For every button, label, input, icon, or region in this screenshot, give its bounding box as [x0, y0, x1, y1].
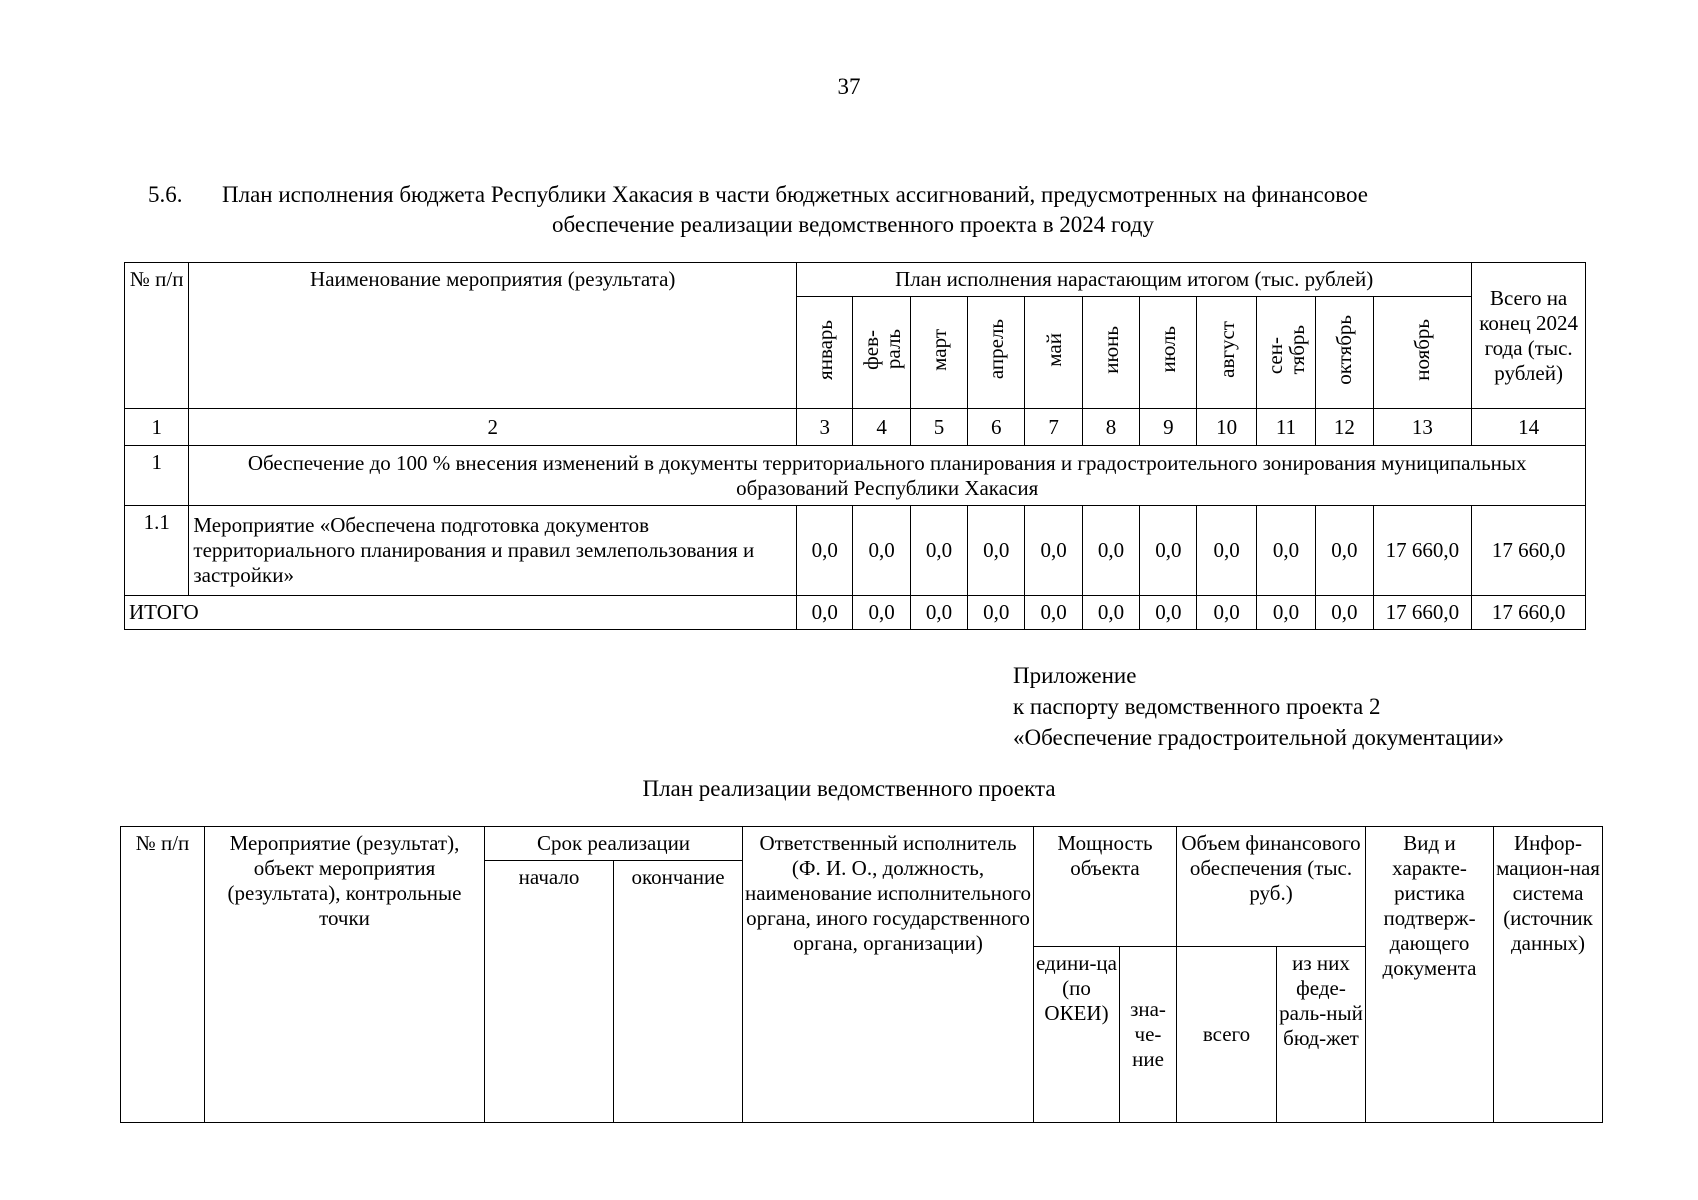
month-label: раль	[880, 329, 905, 370]
col-number: 8	[1082, 409, 1139, 446]
month-label: август	[1214, 321, 1239, 378]
month-label: январь	[812, 319, 837, 380]
row-value: 0,0	[1256, 506, 1315, 596]
month-mar	[910, 297, 967, 409]
section-title	[148, 180, 1558, 240]
appendix-line3: «Обеспечение градостроительной документации»	[1013, 725, 1504, 750]
page-number: 37	[837, 74, 861, 99]
month-label: апрель	[984, 319, 1009, 380]
month-jan	[797, 297, 853, 409]
plan-header-federal: из них феде-раль-ный бюд-жет	[1277, 947, 1366, 1123]
col-number: 2	[189, 409, 797, 446]
row-value: 0,0	[1197, 506, 1256, 596]
total-value: 0,0	[797, 596, 853, 630]
total-value: 0,0	[1025, 596, 1082, 630]
month-nov	[1373, 297, 1472, 409]
month-label: тябрь	[1285, 324, 1310, 375]
row-value: 0,0	[968, 506, 1025, 596]
plan-header-total: всего	[1177, 947, 1277, 1123]
month-label: ноябрь	[1410, 318, 1435, 381]
plan-header-start: начало	[485, 861, 614, 1123]
total-value: 0,0	[1256, 596, 1315, 630]
plan-header-num: № п/п	[121, 827, 205, 1123]
total-value: 0,0	[1316, 596, 1373, 630]
header-plan: План исполнения нарастающим итогом (тыс. рублей)	[797, 263, 1472, 297]
month-jul	[1140, 297, 1197, 409]
col-number: 10	[1197, 409, 1256, 446]
section-title-line2: обеспечение реализации ведомственного проекта в 2024 году	[552, 212, 1154, 237]
total-value: 0,0	[1197, 596, 1256, 630]
col-number: 1	[125, 409, 189, 446]
col-number: 14	[1472, 409, 1586, 446]
total-value: 17 660,0	[1472, 596, 1586, 630]
budget-table	[124, 262, 1586, 630]
total-value: 17 660,0	[1373, 596, 1472, 630]
section-title-line1: План исполнения бюджета Республики Хакасия в части бюджетных ассигнований, предусмотренных на финансовое	[222, 182, 1368, 207]
total-value: 0,0	[1082, 596, 1139, 630]
group-num: 1	[125, 446, 189, 506]
section-number: 5.6.	[148, 182, 183, 207]
plan-title: План реализации ведомственного проекта	[642, 776, 1056, 801]
row-value: 0,0	[910, 506, 967, 596]
col-number: 7	[1025, 409, 1082, 446]
month-sep	[1256, 297, 1315, 409]
row-value: 17 660,0	[1472, 506, 1586, 596]
row-value: 0,0	[853, 506, 910, 596]
row-value: 0,0	[1316, 506, 1373, 596]
col-number: 9	[1140, 409, 1197, 446]
plan-header-value: зна-че-ние	[1120, 947, 1177, 1123]
group-title: Обеспечение до 100 % внесения изменений в документы территориального планирования и градостроительного зонирования муниципальных образований Республики Хакасия	[189, 446, 1586, 506]
row-value: 0,0	[1082, 506, 1139, 596]
row-value: 0,0	[797, 506, 853, 596]
row-value: 0,0	[1025, 506, 1082, 596]
month-feb	[853, 297, 910, 409]
month-aug	[1197, 297, 1256, 409]
col-number: 4	[853, 409, 910, 446]
plan-header-unit: едини-ца (по ОКЕИ)	[1034, 947, 1120, 1123]
appendix-line1: Приложение	[1013, 663, 1137, 688]
plan-header-event: Мероприятие (результат), объект мероприятия (результата), контрольные точки	[205, 827, 485, 1123]
col-number: 13	[1373, 409, 1472, 446]
col-number: 5	[910, 409, 967, 446]
row-name: Мероприятие «Обеспечена подготовка документов территориального планирования и правил землепользования и застройки»	[189, 506, 797, 596]
plan-header-term: Срок реализации	[485, 827, 743, 861]
month-label: июнь	[1098, 325, 1123, 374]
plan-header-capacity: Мощность объекта	[1034, 827, 1177, 947]
header-num: № п/п	[125, 263, 189, 409]
plan-header-funding: Объем финансового обеспечения (тыс. руб.)	[1177, 827, 1366, 947]
col-number: 6	[968, 409, 1025, 446]
month-label: сен-	[1263, 337, 1288, 375]
header-total: Всего на конец 2024 года (тыс. рублей)	[1472, 263, 1586, 409]
header-name: Наименование мероприятия (результата)	[189, 263, 797, 409]
month-label: март	[926, 328, 951, 371]
appendix-line2: к паспорту ведомственного проекта 2	[1013, 694, 1381, 719]
row-num: 1.1	[125, 506, 189, 596]
month-may	[1025, 297, 1082, 409]
month-label: май	[1041, 332, 1066, 367]
month-oct	[1316, 297, 1373, 409]
plan-header-responsible: Ответственный исполнитель (Ф. И. О., должность, наименование исполнительного органа, иного государственного органа, организации)	[743, 827, 1034, 1123]
plan-header-end: окончание	[614, 861, 743, 1123]
total-label: ИТОГО	[125, 596, 797, 630]
month-label: июль	[1156, 326, 1181, 373]
total-value: 0,0	[1140, 596, 1197, 630]
appendix-note	[1013, 660, 1504, 753]
month-label: октябрь	[1332, 314, 1357, 385]
month-apr	[968, 297, 1025, 409]
col-number: 12	[1316, 409, 1373, 446]
total-value: 0,0	[853, 596, 910, 630]
col-number: 11	[1256, 409, 1315, 446]
total-value: 0,0	[910, 596, 967, 630]
plan-table	[120, 826, 1603, 1123]
plan-header-info: Инфор-мацион-ная система (источник данных)	[1494, 827, 1603, 1123]
month-label: фев-	[858, 329, 883, 370]
col-number: 3	[797, 409, 853, 446]
row-value: 17 660,0	[1373, 506, 1472, 596]
month-jun	[1082, 297, 1139, 409]
plan-header-doc: Вид и характе-ристика подтверж-дающего документа	[1366, 827, 1494, 1123]
total-value: 0,0	[968, 596, 1025, 630]
row-value: 0,0	[1140, 506, 1197, 596]
